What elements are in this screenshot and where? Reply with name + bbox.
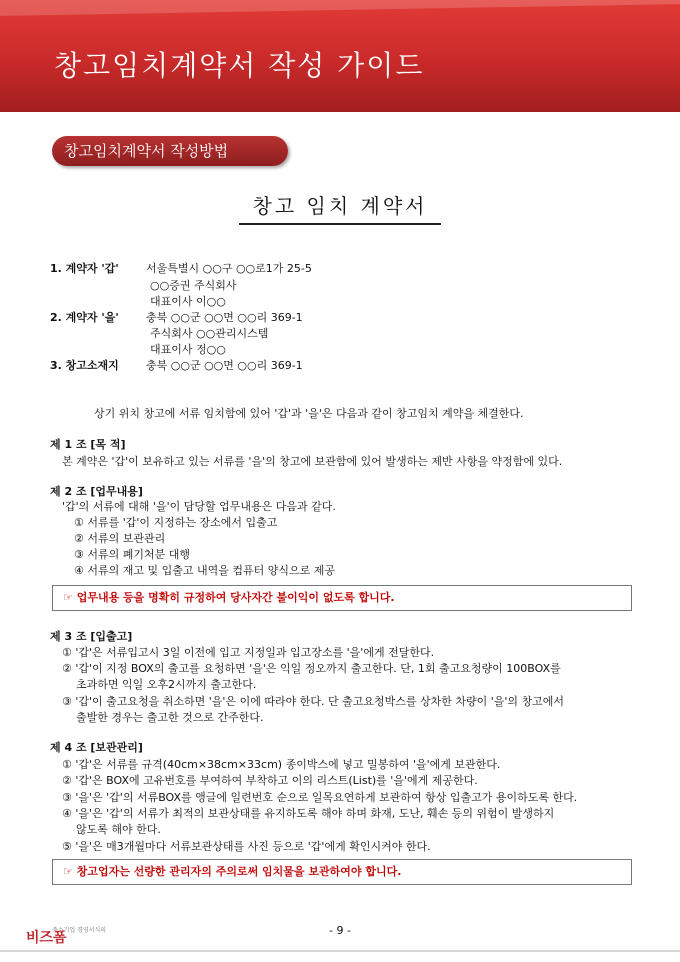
page-number: - 9 - — [329, 924, 351, 937]
article-1-body: 본 계약은 '갑'이 보유하고 있는 서류를 '을'의 창고에 보관함에 있어 발생하는 제반 사항을 약정함에 있다. — [62, 455, 563, 468]
article-3-line: 출발한 경우는 출고한 것으로 간주한다. — [76, 711, 264, 724]
article-3-line: ① '갑'은 서류입고시 3일 이전에 입고 지정일과 입고장소를 '을'에게 전달한다. — [62, 646, 435, 659]
article-2-item: ④ 서류의 재고 및 입출고 내역을 컴퓨터 양식으로 제공 — [74, 564, 335, 577]
party-3-label: 3. 창고소재지 — [50, 359, 119, 372]
header-shine — [0, 0, 680, 17]
article-2-item: ① 서류를 '갑'이 지정하는 장소에서 입출고 — [74, 516, 278, 529]
article-2-item: ② 서류의 보관관리 — [74, 532, 166, 545]
article-2-note: ☞ 업무내용 등을 명확히 규정하여 당사자간 불이익이 없도록 합니다. — [63, 591, 395, 604]
article-4-line: ② '갑'은 BOX에 고유번호를 부여하여 부착하고 이의 리스트(List)를 '을'에게 제공한다. — [62, 774, 478, 787]
party-2-line: 충북 ○○군 ○○면 ○○리 369-1 — [146, 311, 303, 324]
article-4-line: ④ '을'은 '갑'의 서류가 최적의 보관상태를 유지하도록 해야 하며 화재, 도난, 훼손 등의 위험이 발생하지 — [62, 807, 555, 820]
article-4-line: ③ '을'은 '갑'의 서류BOX를 앵글에 일련번호 순으로 일목요연하게 보관하여 항상 입출고가 용이하도록 한다. — [62, 791, 578, 804]
party-2-label: 2. 계약자 '을' — [50, 311, 119, 324]
party-1-line: 서울특별시 ○○구 ○○로1가 25-5 — [146, 262, 312, 275]
document-title-text: 창고 임치 계약서 — [239, 190, 442, 225]
article-3-heading: 제 3 조 [입출고] — [50, 630, 133, 643]
logo-text: 비즈폼 — [26, 930, 67, 946]
article-2-heading: 제 2 조 [업무내용] — [50, 485, 143, 498]
party-1-label: 1. 계약자 '갑' — [50, 262, 119, 275]
party-2-line: 대표이사 정○○ — [150, 343, 226, 356]
article-4-heading: 제 4 조 [보관관리] — [50, 741, 143, 754]
article-3-line: ③ '갑'이 출고요청을 취소하면 '을'은 이에 따라야 한다. 단 출고요청박스를 상차한 차량이 '을'의 창고에서 — [62, 695, 564, 708]
footer-rule — [0, 950, 680, 952]
article-2-intro: '갑'의 서류에 대해 '을'이 담당할 업무내용은 다음과 같다. — [62, 500, 336, 513]
article-4-note-box — [52, 859, 632, 885]
article-2-item: ③ 서류의 폐기처분 대행 — [74, 548, 190, 561]
header-banner — [0, 0, 680, 112]
party-3-line: 충북 ○○군 ○○면 ○○리 369-1 — [146, 359, 303, 372]
article-2-note-box — [52, 585, 632, 611]
logo-tagline: 중소기업 경영서식의 — [52, 927, 107, 934]
intro-paragraph: 상기 위치 창고에 서류 임치함에 있어 '갑'과 '을'은 다음과 같이 창고임치 계약을 체결한다. — [94, 407, 524, 420]
section-label: 창고임치계약서 작성방법 — [52, 136, 288, 166]
article-3-line: ② '갑'이 지정 BOX의 출고를 요청하면 '을'은 익일 정오까지 출고한다. 단, 1회 출고요청량이 100BOX를 — [62, 662, 561, 675]
header-title: 창고임치계약서 작성 가이드 — [54, 49, 425, 82]
article-4-note: ☞ 창고업자는 선량한 관리자의 주의로써 임치물을 보관하여야 합니다. — [63, 865, 402, 878]
article-4-line: ① '갑'은 서류를 규격(40cm×38cm×33cm) 종이박스에 넣고 밀봉하여 '을'에게 보관한다. — [62, 758, 501, 771]
article-4-line: 않도록 해야 한다. — [76, 823, 161, 836]
document-title — [0, 190, 680, 225]
party-2-line: 주식회사 ○○관리시스템 — [150, 327, 269, 340]
party-1-line: ○○증권 주식회사 — [150, 279, 237, 292]
article-3-line: 초과하면 익일 오후2시까지 출고한다. — [76, 678, 257, 691]
party-1-line: 대표이사 이○○ — [150, 295, 226, 308]
article-1-heading: 제 1 조 [목 적] — [50, 438, 126, 451]
article-4-line: ⑤ '을'은 매3개월마다 서류보관상태를 사진 등으로 '갑'에게 확인시켜야 한다. — [62, 840, 431, 853]
